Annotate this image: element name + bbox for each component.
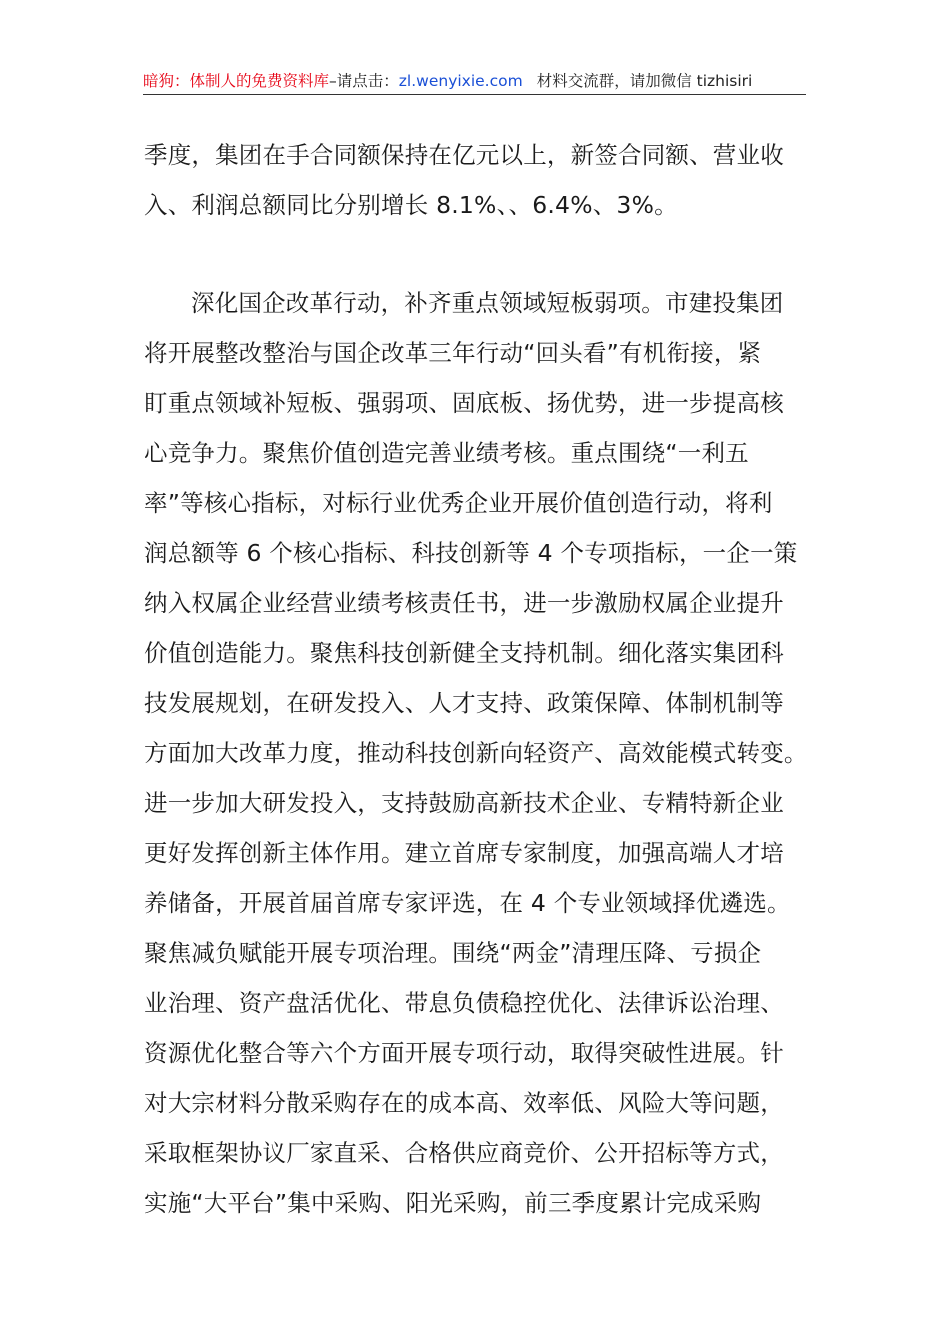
text-line: 心竞争力。聚焦价值创造完善业绩考核。重点围绕“一利五: [144, 439, 749, 467]
header-group-info: 材料交流群，请加微信 tizhisiri: [536, 72, 753, 90]
page-header: [143, 68, 806, 95]
text-line: 盯重点领域补短板、强弱项、固底板、扬优势，进一步提高核: [144, 389, 784, 417]
text-line: 养储备，开展首届首席专家评选，在 4 个专业领域择优遴选。: [144, 889, 791, 917]
text-line: 纳入权属企业经营业绩考核责任书，进一步激励权属企业提升: [144, 589, 784, 617]
text-line: 季度，集团在手合同额保持在亿元以上，新签合同额、营业收: [144, 141, 784, 169]
text-line: 技发展规划，在研发投入、人才支持、政策保障、体制机制等: [144, 689, 784, 717]
text-line: 聚焦减负赋能开展专项治理。围绕“两金”清理压降、亏损企: [144, 939, 762, 967]
text-line: 率”等核心指标，对标行业优秀企业开展价值创造行动，将利: [144, 489, 773, 517]
text-line: 方面加大改革力度，推动科技创新向轻资产、高效能模式转变。: [144, 739, 808, 767]
text-line: 业治理、资产盘活优化、带息负债稳控优化、法律诉讼治理、: [144, 989, 784, 1017]
text-line: 实施“大平台”集中采购、阳光采购，前三季度累计完成采购: [144, 1189, 762, 1217]
text-line: 采取框架协议厂家直采、合格供应商竞价、公开招标等方式，: [144, 1139, 784, 1167]
header-url-link[interactable]: zl.wenyixie.com: [398, 72, 523, 90]
header-site-name: 暗狗：体制人的免费资料库: [143, 72, 330, 90]
text-line: 将开展整改整治与国企改革三年行动“回头看”有机衔接，紧: [144, 339, 762, 367]
text-line: 进一步加大研发投入，支持鼓励高新技术企业、专精特新企业: [144, 789, 784, 817]
paragraph-first-line: 深化国企改革行动，补齐重点领域短板弱项。市建投集团: [191, 289, 784, 317]
text-line: 资源优化整合等六个方面开展专项行动，取得突破性进展。针: [144, 1039, 784, 1067]
text-line: 价值创造能力。聚焦科技创新健全支持机制。细化落实集团科: [144, 639, 784, 667]
text-line: 对大宗材料分散采购存在的成本高、效率低、风险大等问题，: [144, 1089, 784, 1117]
text-line: 润总额等 6 个核心指标、科技创新等 4 个专项指标，一企一策: [144, 539, 798, 567]
header-prompt: –请点击：: [329, 72, 399, 90]
text-line: 入、利润总额同比分别增长 8.1%、、6.4%、3%。: [144, 191, 678, 219]
text-line: 更好发挥创新主体作用。建立首席专家制度，加强高端人才培: [144, 839, 784, 867]
